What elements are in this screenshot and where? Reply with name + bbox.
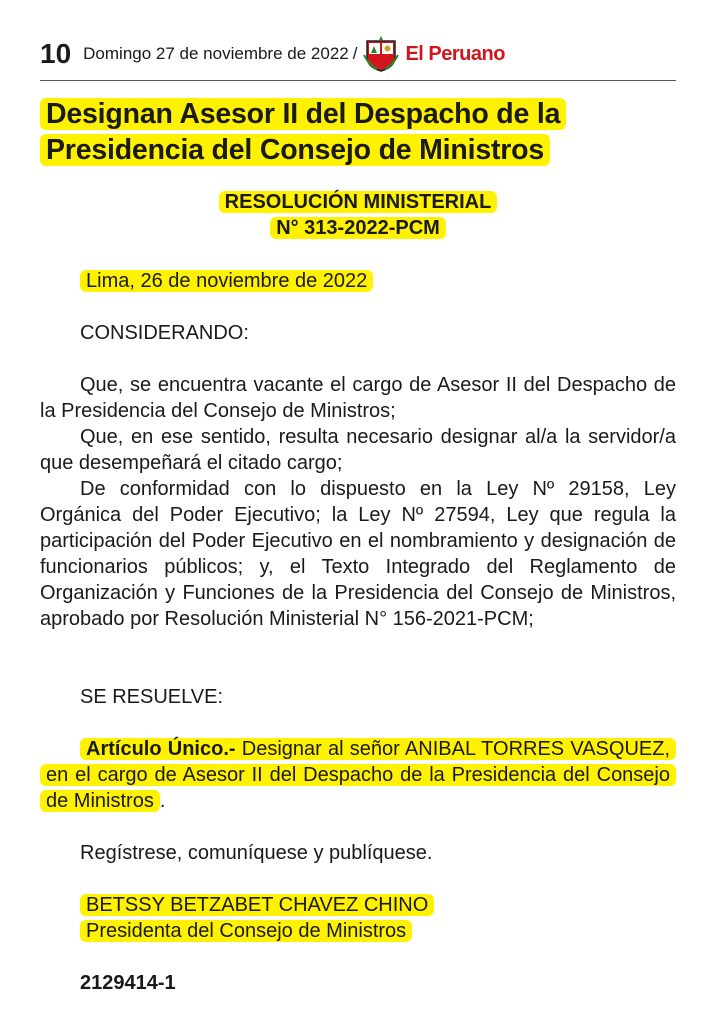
se-resuelve-block	[40, 684, 676, 710]
title-line-2: Presidencia del Consejo de Ministros	[40, 134, 550, 166]
article-label: Artículo Único.-	[86, 738, 236, 760]
header-divider	[40, 80, 676, 81]
reference-block	[40, 970, 676, 996]
considerando-heading: CONSIDERANDO:	[80, 322, 249, 344]
se-resuelve-heading: SE RESUELVE:	[80, 686, 224, 708]
considerations	[40, 372, 676, 632]
resolution-heading	[40, 189, 676, 241]
article-end: .	[159, 790, 166, 812]
considerando-block	[40, 320, 676, 346]
article-block	[40, 736, 676, 814]
signatory-name: BETSSY BETZABET CHAVEZ CHINO	[80, 894, 434, 916]
closing-formula: Regístrese, comuníquese y publíquese.	[80, 842, 433, 864]
page-number: 10	[40, 38, 72, 69]
signature-block	[40, 892, 676, 944]
place-date: Lima, 26 de noviembre de 2022	[80, 270, 373, 292]
newspaper-logo: El Peruano	[405, 42, 505, 65]
article-text: Designar al señor ANIBAL TORRES VASQUEZ, en el cargo de Asesor II del Despacho de la Presidencia del Consejo de Ministros	[46, 738, 671, 812]
page-header	[40, 34, 676, 74]
place-date-block	[40, 268, 676, 294]
resolution-number: N° 313-2022-PCM	[270, 217, 446, 239]
resolution-type: RESOLUCIÓN MINISTERIAL	[219, 191, 498, 213]
coat-of-arms-icon	[363, 35, 399, 73]
signatory-position: Presidenta del Consejo de Ministros	[80, 920, 412, 942]
paragraph: Que, se encuentra vacante el cargo de Asesor II del Despacho de la Presidencia del Consejo de Ministros;	[40, 374, 676, 422]
paragraph: Que, en ese sentido, resulta necesario designar al/a la servidor/a que desempeñará el citado cargo;	[40, 426, 676, 474]
closing-block	[40, 840, 676, 866]
header-separator: /	[352, 44, 358, 63]
title-line-1: Designan Asesor II del Despacho de la	[40, 98, 566, 130]
publication-date: Domingo 27 de noviembre de 2022	[83, 44, 349, 63]
article-title	[40, 96, 676, 168]
paragraph: De conformidad con lo dispuesto en la Ley Nº 29158, Ley Orgánica del Poder Ejecutivo; la Ley Nº 27594, Ley que regula la participación del Poder Ejecutivo en el nombramiento y designación de funcionarios públicos; y, el Texto Integrado del Reglamento de Organización y Funciones de la Presidencia del Consejo de Ministros, aprobado por Resolución Ministerial N° 156-2021-PCM;	[40, 478, 676, 630]
reference-code: 2129414-1	[80, 972, 176, 994]
